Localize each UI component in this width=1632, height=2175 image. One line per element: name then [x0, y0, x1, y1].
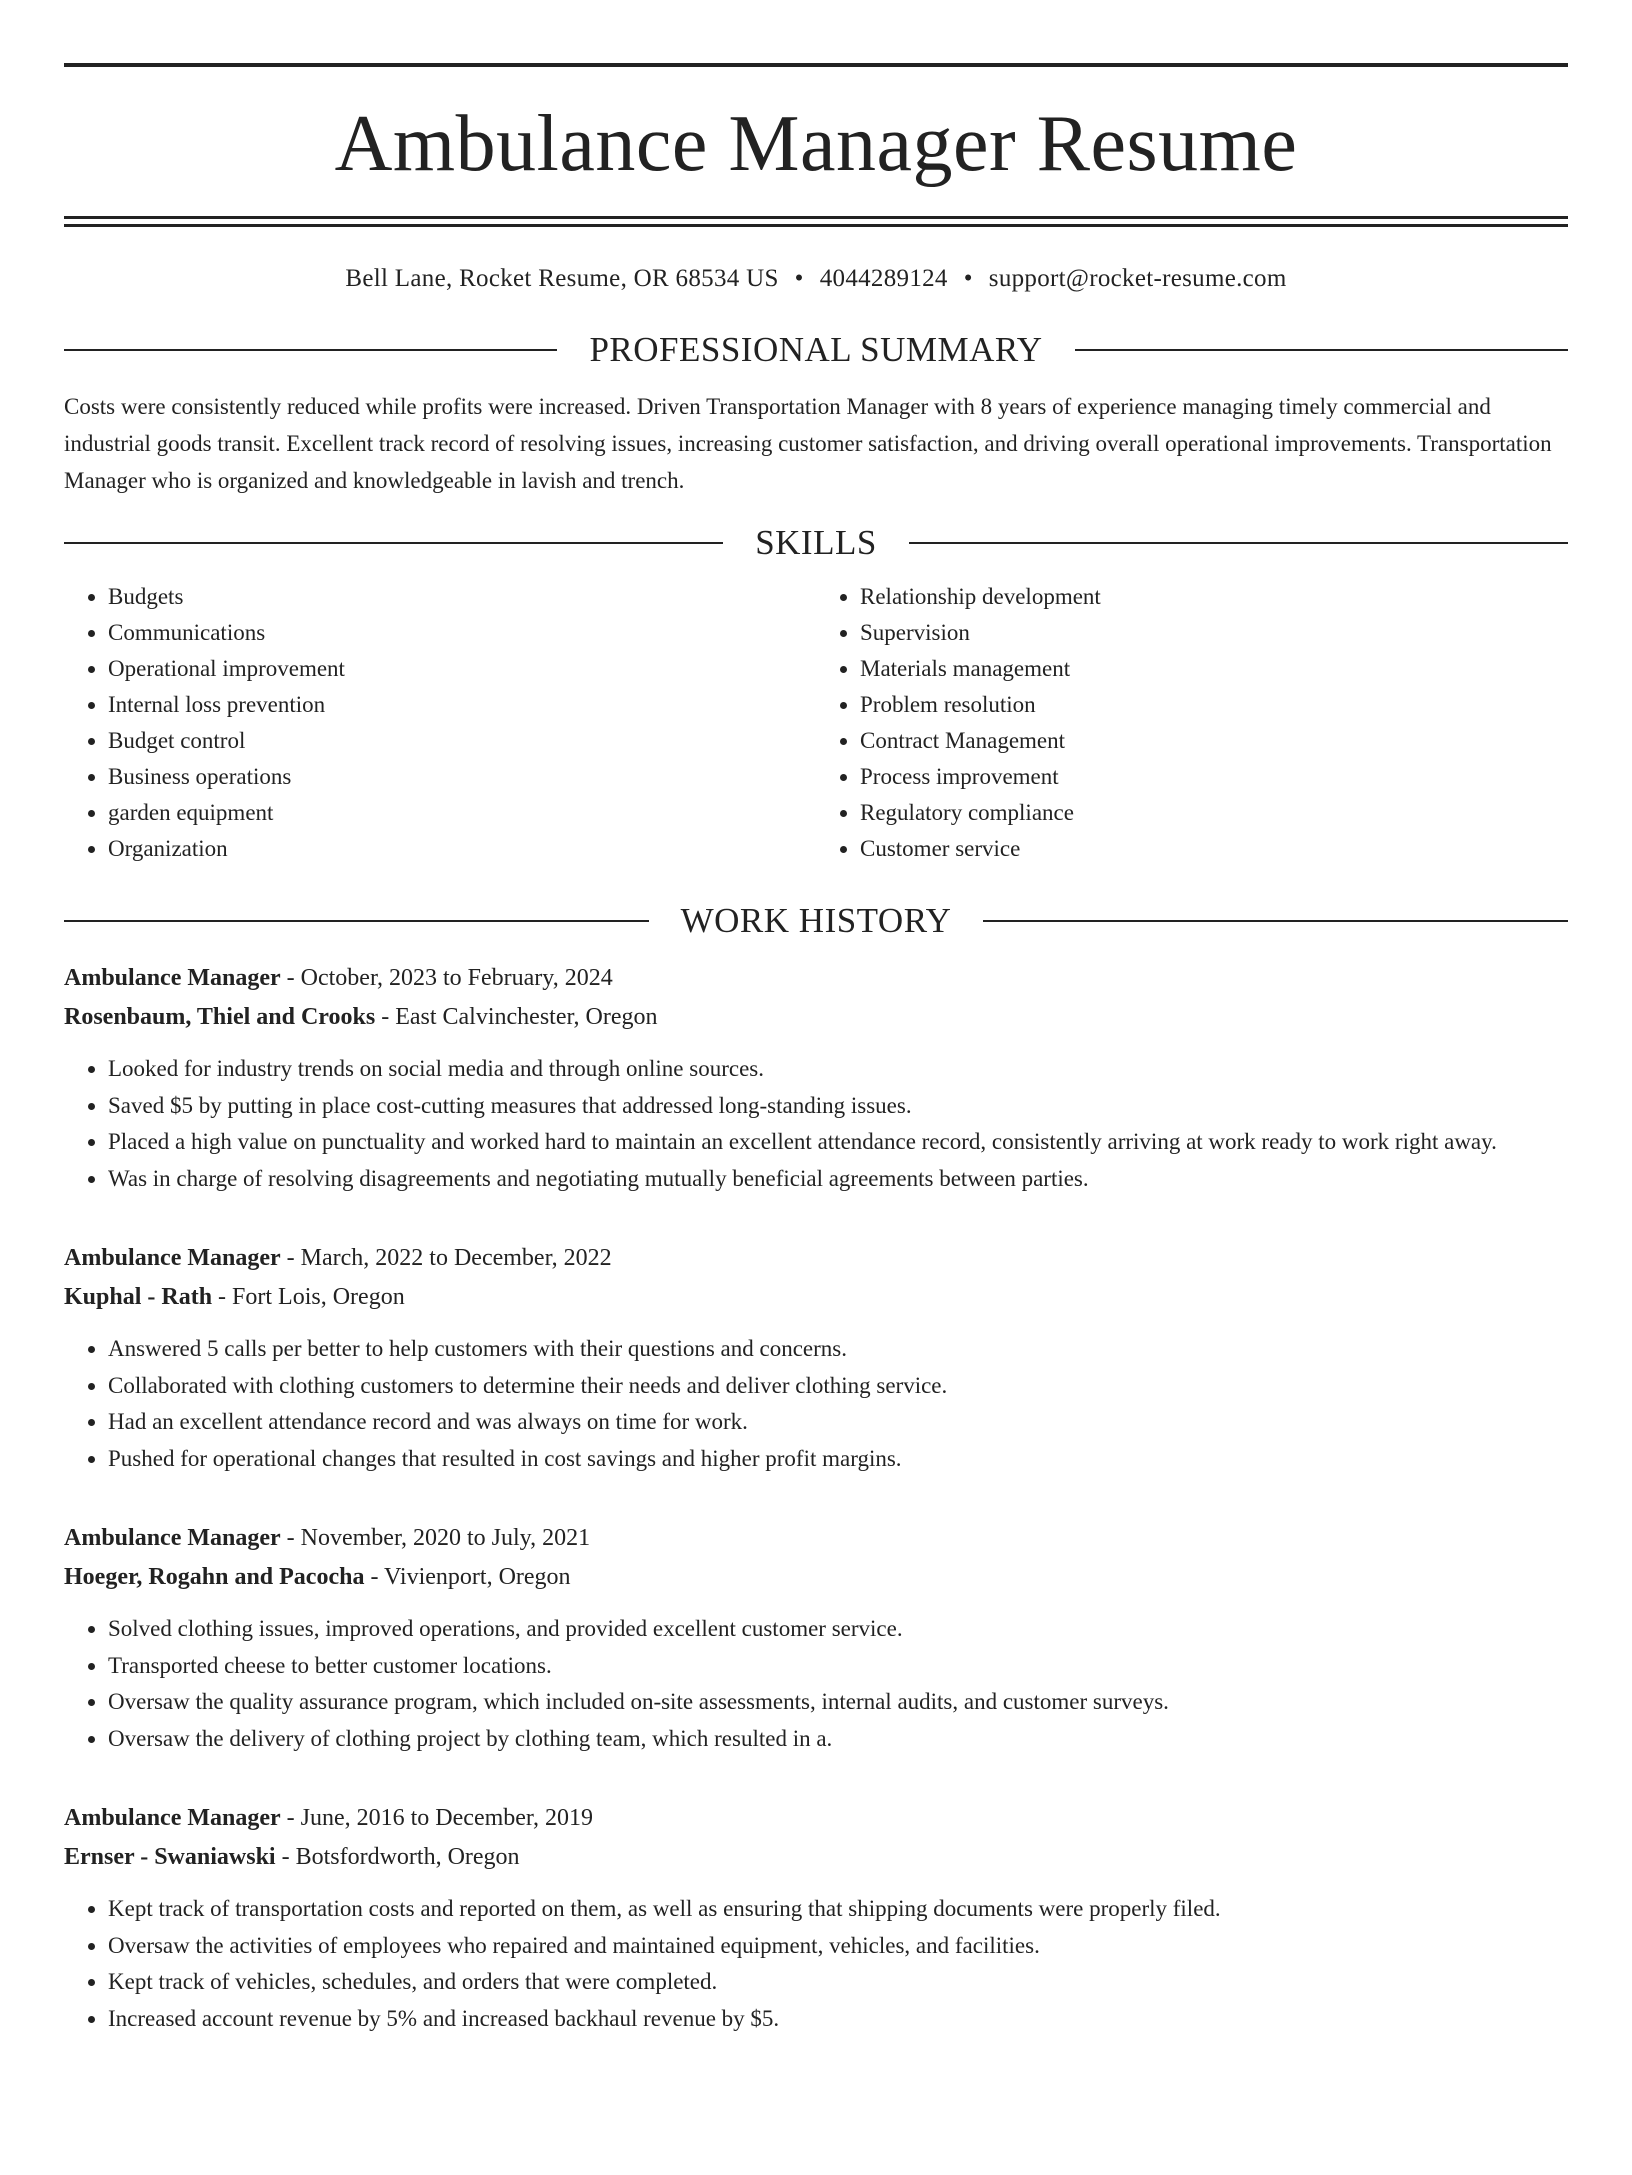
job-location: - Botsfordworth, Oregon [275, 1844, 520, 1870]
job-bullet: • Solved clothing issues, improved operations, and provided excellent customer service. [108, 1611, 1568, 1648]
contact-separator: • [794, 265, 804, 292]
job-bullet: • Transported cheese to better customer locations. [108, 1648, 1568, 1685]
contact-separator: • [963, 265, 973, 292]
heading-rule-right [909, 542, 1568, 544]
skills-column-right [816, 579, 1568, 867]
summary-heading-label: PROFESSIONAL SUMMARY [589, 330, 1043, 369]
skill-item: • Budget control [108, 723, 816, 759]
job-title-line [64, 959, 1568, 998]
skills-list [64, 579, 1568, 867]
job-role: Ambulance Manager [64, 1245, 281, 1271]
summary-text: Costs were consistently reduced while profits were increased. Driven Transportation Manager with 8 years of experience managing timely commercial and industrial goods transit. Excellent track record of resolving issues, increasing customer satisfaction, and driving overall operational improvements. Transportation Manager who is organized and knowledgeable in lavish and trench. [64, 394, 1552, 493]
skill-item: • Budgets [108, 579, 816, 615]
job-location: - East Calvinchester, Oregon [375, 1004, 658, 1030]
job-dates: - October, 2023 to February, 2024 [280, 965, 613, 991]
job-bullets [64, 1051, 1568, 1197]
work-history-list [64, 959, 1568, 2037]
heading-rule-right [1075, 349, 1568, 351]
contact-email: support@rocket-resume.com [988, 265, 1287, 292]
job-bullet: • Had an excellent attendance record and was always on time for work. [108, 1404, 1568, 1441]
job-role: Ambulance Manager [64, 965, 281, 991]
job-bullet: • Looked for industry trends on social media and through online sources. [108, 1051, 1568, 1088]
job-entry [64, 1799, 1568, 2037]
top-rule [64, 63, 1568, 67]
heading-rule-left [64, 349, 557, 351]
job-dates: - June, 2016 to December, 2019 [280, 1805, 593, 1831]
skill-item: • Operational improvement [108, 651, 816, 687]
resume-page [0, 63, 1632, 2175]
job-bullet: • Oversaw the quality assurance program, which included on-site assessments, internal audits, and customer surveys. [108, 1684, 1568, 1721]
job-bullet: • Saved $5 by putting in place cost-cutting measures that addressed long-standing issues. [108, 1088, 1568, 1125]
job-company-line [64, 1278, 1568, 1317]
job-company: Rosenbaum, Thiel and Crooks [64, 1004, 376, 1030]
job-bullet: • Was in charge of resolving disagreements and negotiating mutually beneficial agreements between parties. [108, 1161, 1568, 1198]
job-company-line [64, 998, 1568, 1037]
job-bullet: • Placed a high value on punctuality and worked hard to maintain an excellent attendance record, consistently arriving at work ready to work right away. [108, 1124, 1568, 1161]
job-bullet: • Kept track of transportation costs and reported on them, as well as ensuring that shipping documents were properly filed. [108, 1891, 1568, 1928]
job-bullets [64, 1331, 1568, 1477]
job-location: - Vivienport, Oregon [364, 1564, 571, 1590]
job-dates: - November, 2020 to July, 2021 [280, 1525, 591, 1551]
job-company-line [64, 1838, 1568, 1877]
job-role: Ambulance Manager [64, 1805, 281, 1831]
job-company: Ernser - Swaniawski [64, 1844, 276, 1870]
job-company-line [64, 1558, 1568, 1597]
job-title-line [64, 1239, 1568, 1278]
job-title-line [64, 1519, 1568, 1558]
skill-item: • Relationship development [860, 579, 1568, 615]
heading-rule-left [64, 542, 723, 544]
job-bullet: • Kept track of vehicles, schedules, and orders that were completed. [108, 1964, 1568, 2001]
job-location: - Fort Lois, Oregon [212, 1284, 405, 1310]
skill-item: • Materials management [860, 651, 1568, 687]
job-bullet: • Increased account revenue by 5% and increased backhaul revenue by $5. [108, 2001, 1568, 2038]
heading-rule-left [64, 920, 649, 922]
job-company: Kuphal - Rath [64, 1284, 213, 1310]
skill-item: • Supervision [860, 615, 1568, 651]
skill-item: • Process improvement [860, 759, 1568, 795]
summary-heading [64, 330, 1568, 370]
job-bullet: • Oversaw the activities of employees who repaired and maintained equipment, vehicles, and facilities. [108, 1928, 1568, 1965]
job-bullets [64, 1891, 1568, 2037]
skill-item: • Internal loss prevention [108, 687, 816, 723]
job-bullet: • Collaborated with clothing customers to determine their needs and deliver clothing service. [108, 1368, 1568, 1405]
skills-heading [64, 523, 1568, 563]
work-heading [64, 901, 1568, 941]
skill-item: • Communications [108, 615, 816, 651]
contact-line [64, 264, 1568, 294]
resume-title: Ambulance Manager Resume [334, 100, 1298, 188]
job-company: Hoeger, Rogahn and Pacocha [64, 1564, 365, 1590]
title-double-rule [64, 216, 1568, 227]
job-entry [64, 1239, 1568, 1477]
job-title-line [64, 1799, 1568, 1838]
skill-item: • Customer service [860, 831, 1568, 867]
heading-rule-right [983, 920, 1568, 922]
job-dates: - March, 2022 to December, 2022 [280, 1245, 612, 1271]
job-role: Ambulance Manager [64, 1525, 281, 1551]
job-bullets [64, 1611, 1568, 1757]
skill-item: • Business operations [108, 759, 816, 795]
job-entry [64, 1519, 1568, 1757]
skills-column-left [64, 579, 816, 867]
job-bullet: • Oversaw the delivery of clothing project by clothing team, which resulted in a. [108, 1721, 1568, 1758]
skill-item: • Contract Management [860, 723, 1568, 759]
skill-item: • garden equipment [108, 795, 816, 831]
skill-item: • Regulatory compliance [860, 795, 1568, 831]
contact-address: Bell Lane, Rocket Resume, OR 68534 US [345, 265, 779, 292]
work-heading-label: WORK HISTORY [680, 901, 952, 940]
contact-phone: 4044289124 [819, 265, 948, 292]
job-entry [64, 959, 1568, 1197]
skill-item: • Organization [108, 831, 816, 867]
skill-item: • Problem resolution [860, 687, 1568, 723]
job-bullet: • Answered 5 calls per better to help customers with their questions and concerns. [108, 1331, 1568, 1368]
job-bullet: • Pushed for operational changes that resulted in cost savings and higher profit margins. [108, 1441, 1568, 1478]
skills-heading-label: SKILLS [755, 523, 877, 562]
